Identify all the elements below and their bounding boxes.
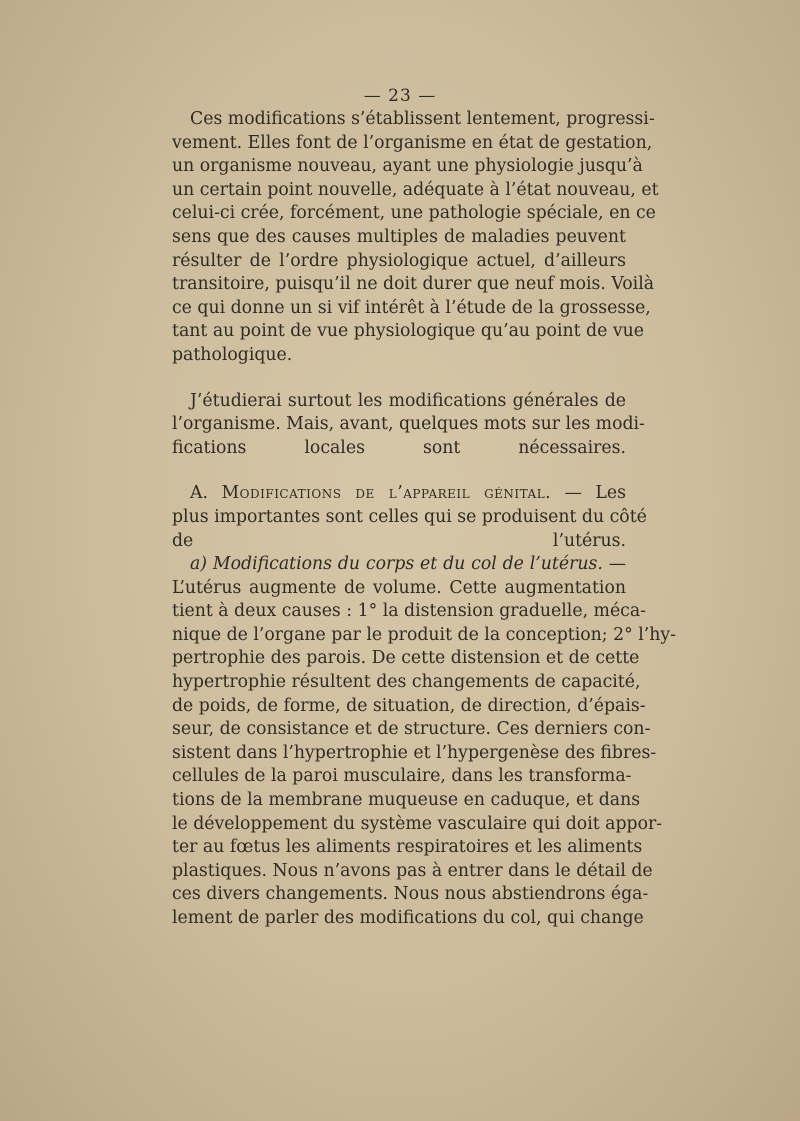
text-line: cellules de la paroi musculaire, dans les transforma- (172, 766, 632, 787)
text-line: L’utérus augmente de volume. Cette augmentation (172, 577, 626, 598)
text-line: hypertrophie résultent des changements de capacité, (172, 672, 641, 693)
text-line: ces divers changements. Nous nous abstiendrons éga- (172, 884, 649, 905)
page-number: — 23 — (363, 86, 437, 106)
text-line: nique de l’organe par le produit de la conception; 2° l’hy- (172, 624, 676, 645)
text-line: pathologique. (172, 344, 293, 365)
text-line: tient à deux causes : 1° la distension graduelle, méca- (172, 601, 646, 622)
text-line: fications locales sont nécessaires. (172, 437, 626, 458)
text-line: tant au point de vue physiologique qu’au point de vue (172, 321, 644, 342)
text-line: l’organisme. Mais, avant, quelques mots sur les modi- (172, 414, 645, 435)
text-line: un organisme nouveau, ayant une physiologie jusqu’à (172, 156, 643, 177)
text-line: ter au fœtus les aliments respiratoires et les aliments (172, 837, 643, 858)
text-line: vement. Elles font de l’organisme en état de gestation, (172, 132, 653, 153)
text-fragment: — Les (564, 483, 626, 504)
section-letter: A. (190, 483, 208, 504)
section-heading-line (172, 482, 626, 506)
text-line: de poids, de forme, de situation, de direction, d’épais- (172, 695, 646, 716)
text-line: J’étudierai surtout les modifications générales de (190, 390, 626, 411)
paragraph-2 (172, 390, 645, 461)
text-line: tions de la membrane muqueuse en caduque, et dans (172, 790, 641, 811)
text-line: sens que des causes multiples de maladies peuvent (172, 226, 626, 247)
subsection-heading: Modifications du corps et du col de l’utérus. (212, 554, 603, 575)
text-line: celui-ci crée, forcément, une pathologie spéciale, en ce (172, 203, 656, 224)
text-line: ce qui donne un si vif intérêt à l’étude de la grossesse, (172, 297, 651, 318)
text-line: un certain point nouvelle, adéquate à l’état nouveau, et (172, 179, 659, 200)
text-line: plastiques. Nous n’avons pas à entrer dans le détail de (172, 860, 653, 881)
text-fragment: — (608, 554, 627, 575)
subsection-letter: a) (190, 554, 208, 575)
text-line: pertrophie des parois. De cette distension et de cette (172, 648, 640, 669)
section-heading: Modifications de l’appareil génital. (221, 483, 552, 504)
text-line: lement de parler des modifications du col, qui change (172, 908, 644, 928)
text-line: transitoire, puisqu’il ne doit durer que neuf mois. Voilà (172, 274, 655, 295)
text-line: plus importantes sont celles qui se produisent du côté (172, 506, 647, 527)
text-line: Ces modifications s’établissent lentement, progressi- (190, 109, 655, 129)
text-line: résulter de l’ordre physiologique actuel, d’ailleurs (172, 250, 626, 271)
text-line: le développement du système vasculaire qui doit appor- (172, 813, 663, 834)
subsection-heading-line (172, 553, 626, 577)
section-a (172, 482, 647, 553)
text-line: seur, de consistance et de structure. Ces derniers con- (172, 719, 651, 740)
text-line: sistent dans l’hypertrophie et l’hypergenèse des fibres- (172, 742, 657, 763)
subsection-a (172, 553, 676, 931)
paragraph-1 (172, 108, 659, 368)
body-text (172, 108, 676, 931)
text-line: de l’utérus. (172, 530, 626, 551)
